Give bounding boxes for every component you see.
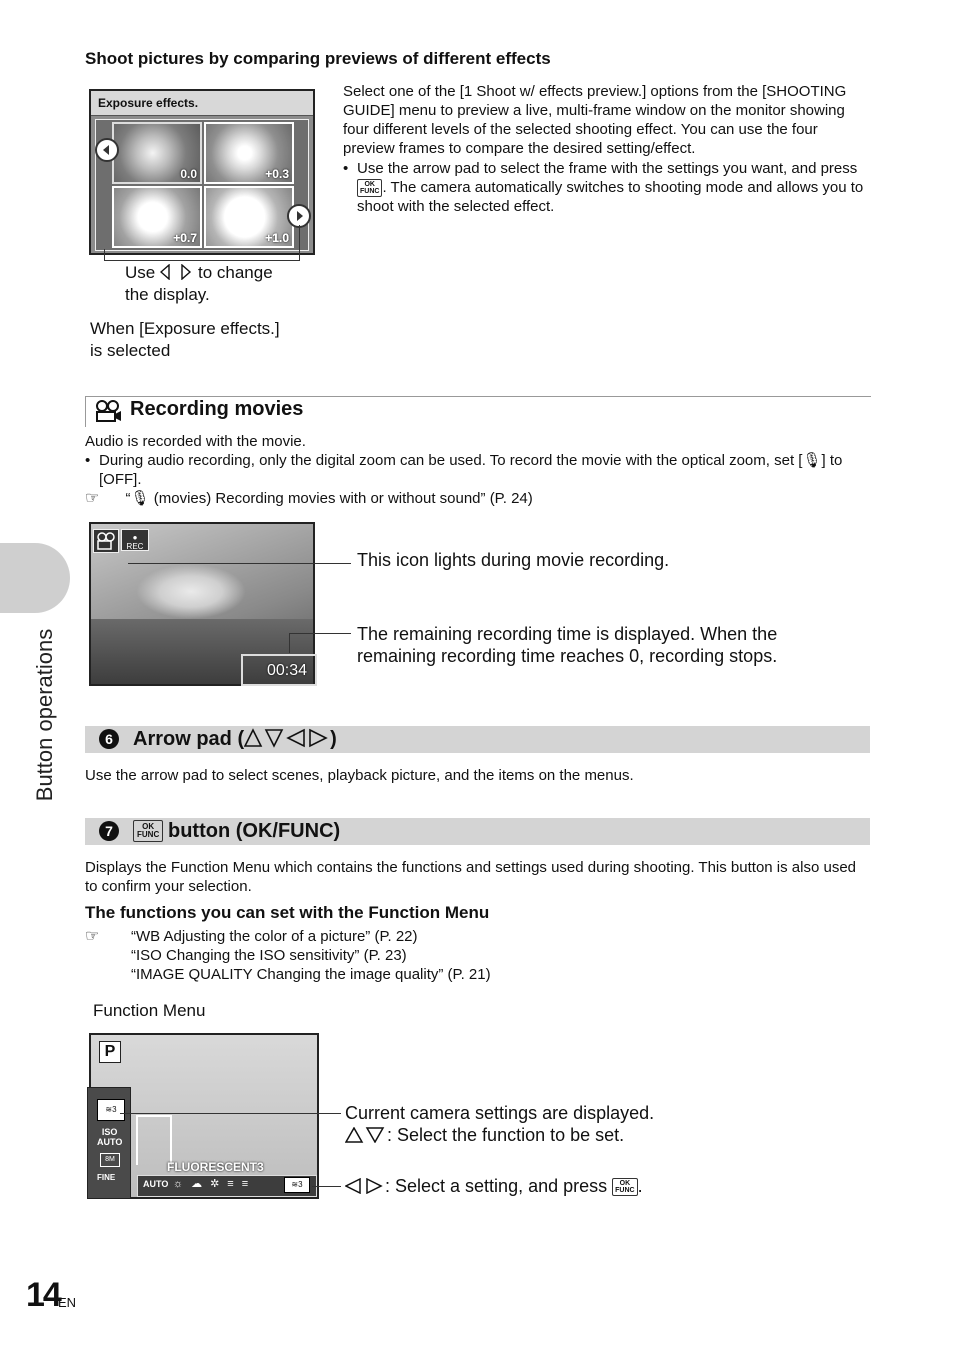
wb-fluorescent3-selected-icon[interactable]: ≋3 (284, 1177, 310, 1193)
wb-fluorescent-icon[interactable]: ≋3 (97, 1099, 125, 1121)
effects-paragraph: Select one of the [1 Shoot w/ effects preview.] options from the [SHOOTING GUIDE] menu to preview a live, multi-frame window on the monitor showing four different levels of the selected shooting effect. You can use the four preview frames to compare the desired setting/effect. (343, 83, 847, 157)
movies-heading: Recording movies (130, 398, 304, 420)
page-number: 14 (26, 1276, 60, 1314)
preview-frame-2[interactable]: +0.3 (204, 122, 294, 184)
ok-func-icon: OK FUNC (357, 179, 382, 197)
arrow-pad-text: Use the arrow pad to select scenes, playback picture, and the items on the menus. (85, 767, 634, 784)
effects-caption-use: Use to change the display. (125, 263, 273, 304)
up-down-arrows-icon (345, 1127, 387, 1143)
left-right-arrows-icon (160, 264, 198, 280)
left-arrow-icon[interactable] (95, 138, 119, 162)
remaining-time: 00:34 (267, 662, 308, 679)
movie-recording-screen (89, 522, 315, 686)
function-menu-screen (89, 1033, 319, 1199)
callout-remaining-time: The remaining recording time is displayed. When the remaining recording time reaches 0, recording stops. (357, 624, 778, 666)
movies-bullet: • During audio recording, only the digital zoom can be used. To record the movie with the optical zoom, set [🎙] to [OFF]. (85, 452, 843, 488)
wb-options-icons[interactable]: ☼☁✲≡≡ (173, 1178, 257, 1190)
movie-mode-icon (93, 529, 119, 553)
effects-screen-title: Exposure effects. (98, 96, 199, 110)
reference-hand-icon: ☞ (85, 490, 100, 507)
rec-indicator-icon: ● REC (121, 529, 149, 551)
function-menu-subheading: The functions you can set with the Function Menu (85, 903, 490, 922)
left-right-arrows-icon (345, 1178, 385, 1194)
function-menu-references: ☞ “WB Adjusting the color of a picture” (P. 22) “ISO Changing the ISO sensitivity” (P. 23) “IMAGE QUALITY Changing the image quality” (P. 21) (85, 928, 491, 983)
arrow-pad-heading: Arrow pad ( ) (133, 728, 337, 750)
image-size-icon[interactable]: 8M (100, 1153, 120, 1167)
language-label: EN (58, 1295, 77, 1310)
section-number: 7 (99, 821, 119, 841)
effects-caption-when: When [Exposure effects.] is selected (90, 319, 280, 360)
section-tab-label: Button operations (32, 628, 57, 802)
ok-func-text: Displays the Function Menu which contains the functions and settings used during shooting. This button is also used to confirm your selection. (85, 859, 857, 895)
effects-bullet: • Use the arrow pad to select the frame with the settings you want, and press OK FUNC . The camera automatically switches to shooting mode and allows you to shoot with the selected effect. (343, 160, 864, 216)
function-menu-label: Function Menu (93, 1001, 206, 1020)
wb-setting-label: FLUORESCENT3 (167, 1160, 264, 1174)
quality-fine-icon[interactable]: FINE (97, 1173, 116, 1182)
ok-func-icon: OK FUNC (612, 1178, 637, 1196)
mode-indicator: P (99, 1041, 121, 1063)
callout-recording-icon: This icon lights during movie recording. (357, 550, 670, 570)
movies-line: Audio is recorded with the movie. (85, 433, 306, 450)
callout-select-setting: : Select a setting, and press OK FUNC . (345, 1176, 643, 1197)
effects-heading: Shoot pictures by comparing previews of different effects (85, 49, 551, 68)
ok-func-icon: OK FUNC (133, 820, 163, 842)
iso-auto-icon[interactable]: ISO AUTO (97, 1127, 123, 1147)
effects-preview-screen (89, 89, 315, 255)
preview-frame-3[interactable]: +0.7 (112, 186, 202, 248)
mic-icon: 🎙 (130, 490, 150, 507)
ok-func-section-header (85, 818, 870, 845)
section-number: 6 (99, 729, 119, 749)
arrow-pad-icons (244, 728, 330, 748)
preview-frame-1[interactable]: 0.0 (112, 122, 202, 184)
mic-icon: 🎙 (802, 452, 822, 469)
preview-frame-4[interactable]: +1.0 (204, 186, 294, 248)
wb-auto-option[interactable]: AUTO (143, 1179, 169, 1189)
movie-camera-icon (93, 399, 123, 428)
movies-reference: ☞ “🎙 (movies) Recording movies with or without sound” (P. 24) (85, 490, 533, 507)
callout-current-settings: Current camera settings are displayed. : Select the function to be set. (345, 1103, 655, 1145)
arrow-pad-section-header (85, 726, 870, 753)
ok-func-heading: button (OK/FUNC) (168, 820, 341, 842)
reference-hand-icon: ☞ (85, 928, 100, 945)
